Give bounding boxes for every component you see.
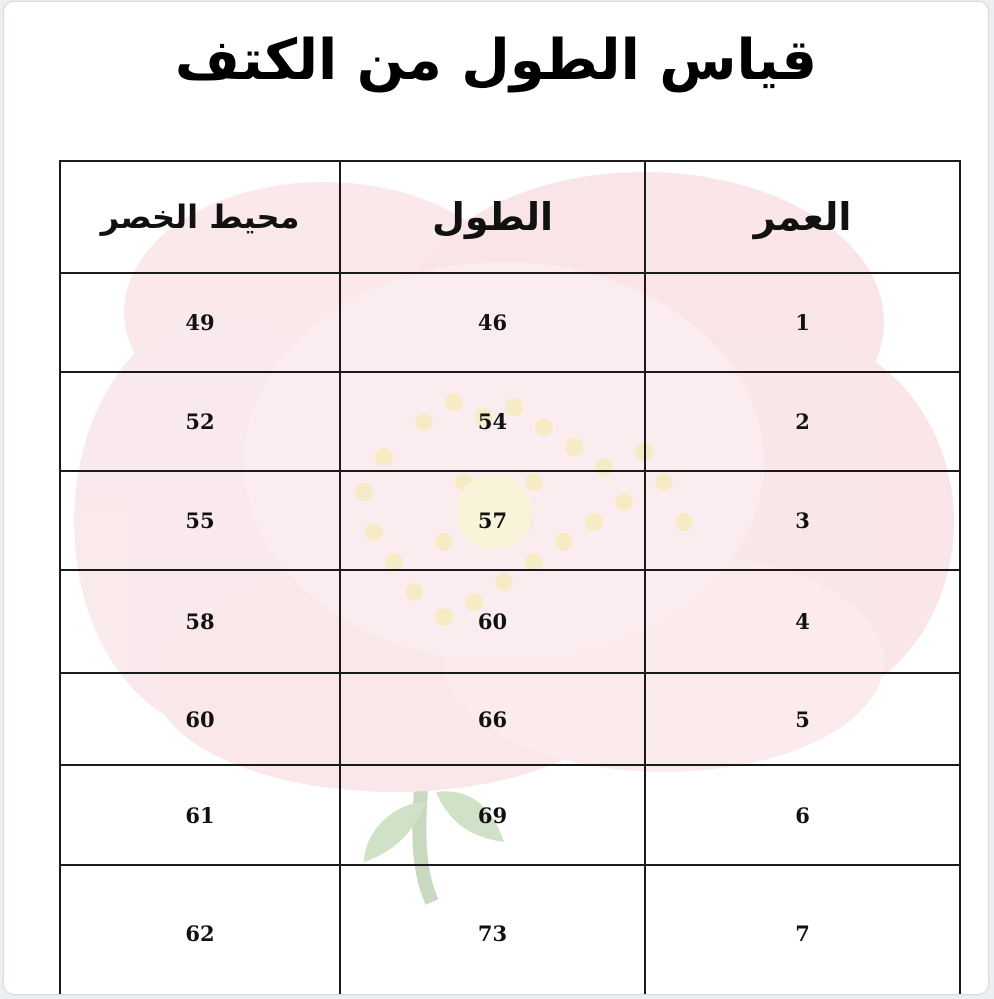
cell-length: 46 <box>340 273 645 372</box>
cell-age: 3 <box>645 471 960 570</box>
cell-age: 5 <box>645 673 960 765</box>
cell-age: 7 <box>645 865 960 994</box>
table-header-row <box>60 161 960 273</box>
cell-length: 69 <box>340 765 645 865</box>
table-row <box>60 673 960 765</box>
cell-waist: 62 <box>60 865 340 994</box>
table-row <box>60 273 960 372</box>
header-waist: محيط الخصر <box>60 161 340 273</box>
page-title: قياس الطول من الكتف <box>174 28 818 93</box>
size-chart-card <box>4 2 988 994</box>
cell-waist: 60 <box>60 673 340 765</box>
table-row <box>60 372 960 471</box>
cell-length: 57 <box>340 471 645 570</box>
table-row <box>60 765 960 865</box>
cell-age: 1 <box>645 273 960 372</box>
table-row <box>60 570 960 673</box>
cell-waist: 49 <box>60 273 340 372</box>
cell-age: 6 <box>645 765 960 865</box>
header-age: العمر <box>645 161 960 273</box>
cell-waist: 52 <box>60 372 340 471</box>
cell-length: 54 <box>340 372 645 471</box>
cell-length: 60 <box>340 570 645 673</box>
cell-waist: 61 <box>60 765 340 865</box>
cell-age: 4 <box>645 570 960 673</box>
cell-length: 66 <box>340 673 645 765</box>
table-row <box>60 865 960 994</box>
cell-length: 73 <box>340 865 645 994</box>
cell-age: 2 <box>645 372 960 471</box>
size-table <box>59 160 961 994</box>
header-length: الطول <box>340 161 645 273</box>
cell-waist: 58 <box>60 570 340 673</box>
cell-waist: 55 <box>60 471 340 570</box>
table-row <box>60 471 960 570</box>
